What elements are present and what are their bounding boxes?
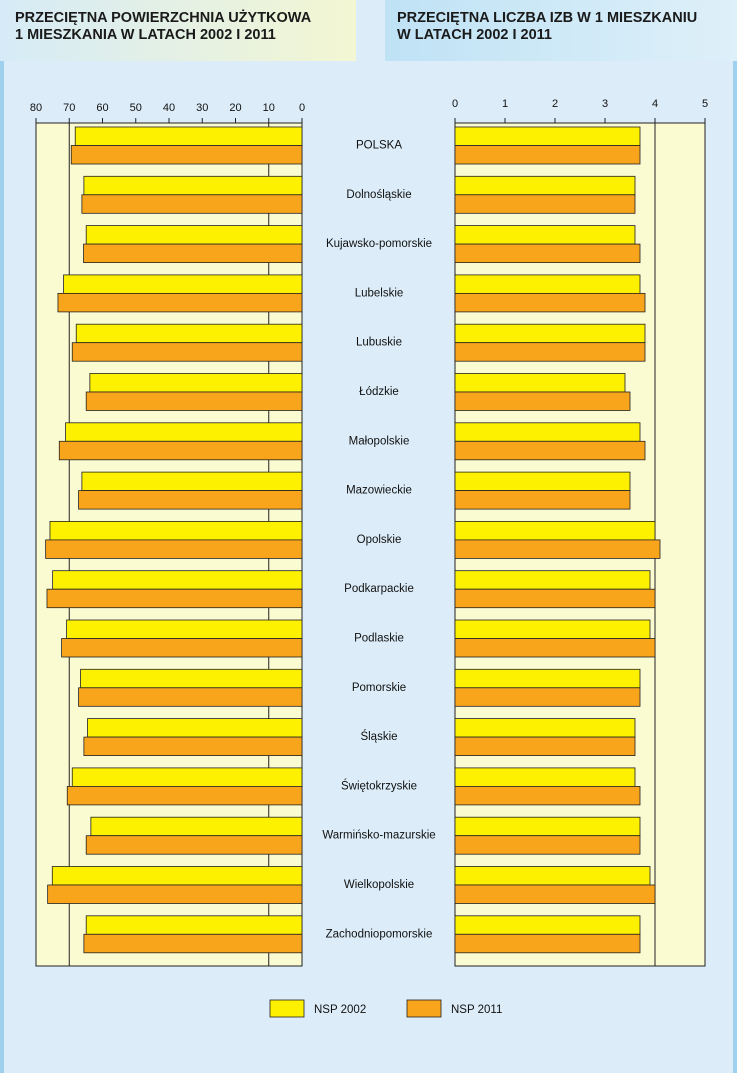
right-bar-2002 xyxy=(455,275,640,294)
right-tick-label: 3 xyxy=(601,98,609,110)
left-bar-2011 xyxy=(58,293,302,312)
left-tick-label: 10 xyxy=(262,102,275,114)
category-label: Podkarpackie xyxy=(344,583,414,596)
right-bar-2002 xyxy=(455,768,635,787)
category-label: Wielkopolskie xyxy=(343,879,415,891)
left-bar-2011 xyxy=(46,540,302,559)
right-bar-2011 xyxy=(455,885,655,904)
legend-label-2002: NSP 2002 xyxy=(314,1004,367,1016)
right-bar-2002 xyxy=(455,521,655,540)
right-bar-2011 xyxy=(455,934,640,953)
left-bar-2002 xyxy=(91,817,302,836)
left-tick-label: 80 xyxy=(29,102,43,114)
left-bar-2002 xyxy=(67,620,302,639)
right-bar-2011 xyxy=(455,244,640,263)
right-bar-2011 xyxy=(455,836,640,855)
right-bar-2011 xyxy=(455,491,630,510)
category-label: Mazowieckie xyxy=(346,484,412,497)
right-bar-2002 xyxy=(455,374,625,393)
right-bar-2011 xyxy=(455,195,635,214)
right-bar-2011 xyxy=(455,293,645,312)
left-bar-2011 xyxy=(84,737,302,756)
right-bar-2011 xyxy=(455,392,630,411)
left-tick-label: 40 xyxy=(162,102,176,114)
right-bar-2002 xyxy=(455,324,645,343)
right-bar-2002 xyxy=(455,867,650,886)
right-title-line-2: W LATACH 2002 I 2011 xyxy=(397,27,552,43)
legend-swatch-2002 xyxy=(270,1000,304,1017)
right-bar-2011 xyxy=(455,441,645,460)
right-bar-2002 xyxy=(455,226,635,245)
right-bar-2002 xyxy=(455,620,650,639)
category-label: Zachodniopomorskie xyxy=(325,928,433,941)
right-bar-2002 xyxy=(455,423,640,442)
left-bar-2011 xyxy=(79,688,302,707)
left-bar-2011 xyxy=(72,343,302,362)
right-title-line-1: PRZECIĘTNA LICZBA IZB W 1 MIESZKANIU xyxy=(397,10,698,26)
left-bar-2011 xyxy=(86,392,302,411)
left-bar-2011 xyxy=(86,836,302,855)
category-label: Lubuskie xyxy=(355,336,403,349)
category-label: Małopolskie xyxy=(348,435,410,448)
right-bar-2002 xyxy=(455,669,640,688)
legend-label-2011: NSP 2011 xyxy=(451,1004,503,1016)
left-bar-2002 xyxy=(82,472,302,491)
right-tick-label: 5 xyxy=(701,98,709,110)
category-label: Kujawsko-pomorskie xyxy=(325,238,433,251)
right-bar-2011 xyxy=(455,589,655,608)
right-tick-label: 2 xyxy=(551,98,559,110)
right-bar-2011 xyxy=(455,343,645,362)
right-bar-2011 xyxy=(455,737,635,756)
right-bar-2002 xyxy=(455,719,635,738)
left-bar-2002 xyxy=(75,127,302,146)
left-bar-2002 xyxy=(86,916,302,935)
category-label: Dolnośląskie xyxy=(346,188,412,201)
right-tick-label: 4 xyxy=(651,98,659,110)
right-bar-2011 xyxy=(455,146,640,165)
left-bar-2002 xyxy=(84,176,302,195)
left-tick-label: 70 xyxy=(63,102,76,114)
category-label: Świętokrzyskie xyxy=(340,780,418,793)
left-title-line-1: PRZECIĘTNA POWIERZCHNIA UŻYTKOWA xyxy=(15,10,312,26)
right-bar-2002 xyxy=(455,916,640,935)
left-bar-2002 xyxy=(76,324,302,343)
right-bar-2002 xyxy=(455,176,635,195)
left-bar-2011 xyxy=(79,491,302,510)
left-bar-2002 xyxy=(50,521,302,540)
right-bar-2002 xyxy=(455,472,630,491)
left-tick-label: 20 xyxy=(229,102,242,114)
left-bar-2011 xyxy=(47,589,302,608)
category-label: Podlaskie xyxy=(354,632,404,645)
left-title-line-2: 1 MIESZKANIA W LATACH 2002 I 2011 xyxy=(15,27,276,43)
left-bar-2002 xyxy=(64,275,302,294)
category-label: Śląskie xyxy=(360,731,398,744)
category-label: Warmińsko-mazurskie xyxy=(322,829,436,842)
left-bar-2011 xyxy=(67,786,302,805)
left-tick-label: 60 xyxy=(96,102,109,114)
left-bar-2002 xyxy=(72,768,302,787)
left-bar-2002 xyxy=(90,374,302,393)
left-bar-2002 xyxy=(81,669,302,688)
right-bar-2011 xyxy=(455,688,640,707)
right-bar-2011 xyxy=(455,639,655,658)
left-bar-2011 xyxy=(62,639,302,658)
right-tick-label: 1 xyxy=(501,98,509,110)
left-bar-2002 xyxy=(86,226,302,245)
left-tick-label: 50 xyxy=(129,102,142,114)
left-bar-2011 xyxy=(59,441,302,460)
left-bar-2011 xyxy=(48,885,302,904)
left-tick-label: 0 xyxy=(298,102,306,114)
right-bar-2011 xyxy=(455,540,660,559)
left-bar-2002 xyxy=(88,719,302,738)
left-bar-2011 xyxy=(71,146,302,165)
category-label: Opolskie xyxy=(356,533,402,546)
left-bar-2002 xyxy=(53,571,302,590)
right-bar-2002 xyxy=(455,571,650,590)
left-bar-2011 xyxy=(82,195,302,214)
left-tick-label: 30 xyxy=(196,102,209,114)
right-tick-label: 0 xyxy=(451,98,459,110)
right-bar-2002 xyxy=(455,127,640,146)
left-bar-2011 xyxy=(84,934,302,953)
right-bar-2002 xyxy=(455,817,640,836)
category-label: Lubelskie xyxy=(354,287,404,300)
right-bar-2011 xyxy=(455,786,640,805)
category-label: Łódzkie xyxy=(359,386,399,398)
left-bar-2011 xyxy=(84,244,302,263)
left-bar-2002 xyxy=(52,867,302,886)
legend-swatch-2011 xyxy=(407,1000,441,1017)
category-label: Pomorskie xyxy=(351,681,407,694)
category-label: POLSKA xyxy=(355,139,403,152)
left-bar-2002 xyxy=(66,423,302,442)
